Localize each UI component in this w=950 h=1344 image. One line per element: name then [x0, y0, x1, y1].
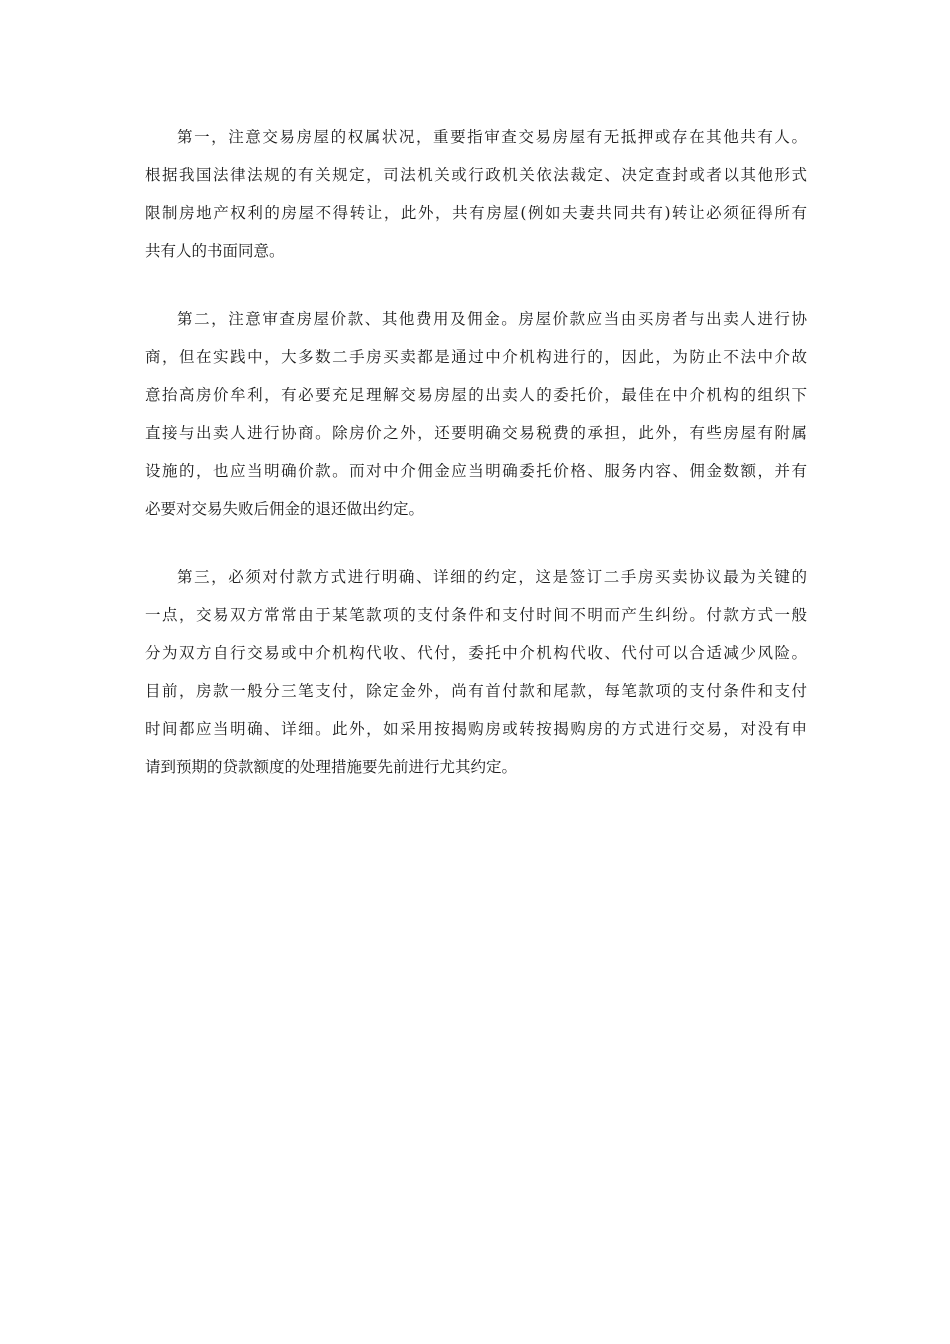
paragraph-line: 意抬高房价牟利，有必要充足理解交易房屋的出卖人的委托价，最佳在中介机构的组织下: [145, 386, 807, 404]
paragraph-line: 设施的，也应当明确价款。而对中介佣金应当明确委托价格、服务内容、佣金数额，并有: [145, 462, 807, 480]
paragraph-line: 必要对交易失败后佣金的退还做出约定。: [145, 500, 425, 518]
paragraph-line: 一点，交易双方常常由于某笔款项的支付条件和支付时间不明而产生纠纷。付款方式一般: [145, 606, 807, 624]
paragraph-line: 直接与出卖人进行协商。除房价之外，还要明确交易税费的承担，此外，有些房屋有附属: [145, 424, 807, 442]
document-body: [145, 118, 807, 816]
paragraph-line: 根据我国法律法规的有关规定，司法机关或行政机关依法裁定、决定查封或者以其他形式: [145, 166, 807, 184]
paragraph-line: 目前，房款一般分三笔支付，除定金外，尚有首付款和尾款，每笔款项的支付条件和支付: [145, 682, 807, 700]
paragraph-line: 商，但在实践中，大多数二手房买卖都是通过中介机构进行的，因此，为防止不法中介故: [145, 348, 807, 366]
paragraph-line: 限制房地产权利的房屋不得转让，此外，共有房屋(例如夫妻共同共有)转让必须征得所有: [145, 204, 807, 222]
paragraph-line: 时间都应当明确、详细。此外，如采用按揭购房或转按揭购房的方式进行交易，对没有申: [145, 720, 807, 738]
paragraph-line: 共有人的书面同意。: [145, 242, 285, 260]
paragraph-line: 请到预期的贷款额度的处理措施要先前进行尤其约定。: [145, 758, 518, 776]
paragraph-1: [145, 118, 807, 270]
paragraph-line: 分为双方自行交易或中介机构代收、代付，委托中介机构代收、代付可以合适减少风险。: [145, 644, 807, 662]
paragraph-line: 第一，注意交易房屋的权属状况，重要指审查交易房屋有无抵押或存在其他共有人。: [177, 128, 807, 146]
paragraph-line: 第二，注意审查房屋价款、其他费用及佣金。房屋价款应当由买房者与出卖人进行协: [177, 310, 807, 328]
paragraph-2: [145, 300, 807, 528]
paragraph-line: 第三，必须对付款方式进行明确、详细的约定，这是签订二手房买卖协议最为关键的: [177, 568, 807, 586]
paragraph-3: [145, 558, 807, 786]
